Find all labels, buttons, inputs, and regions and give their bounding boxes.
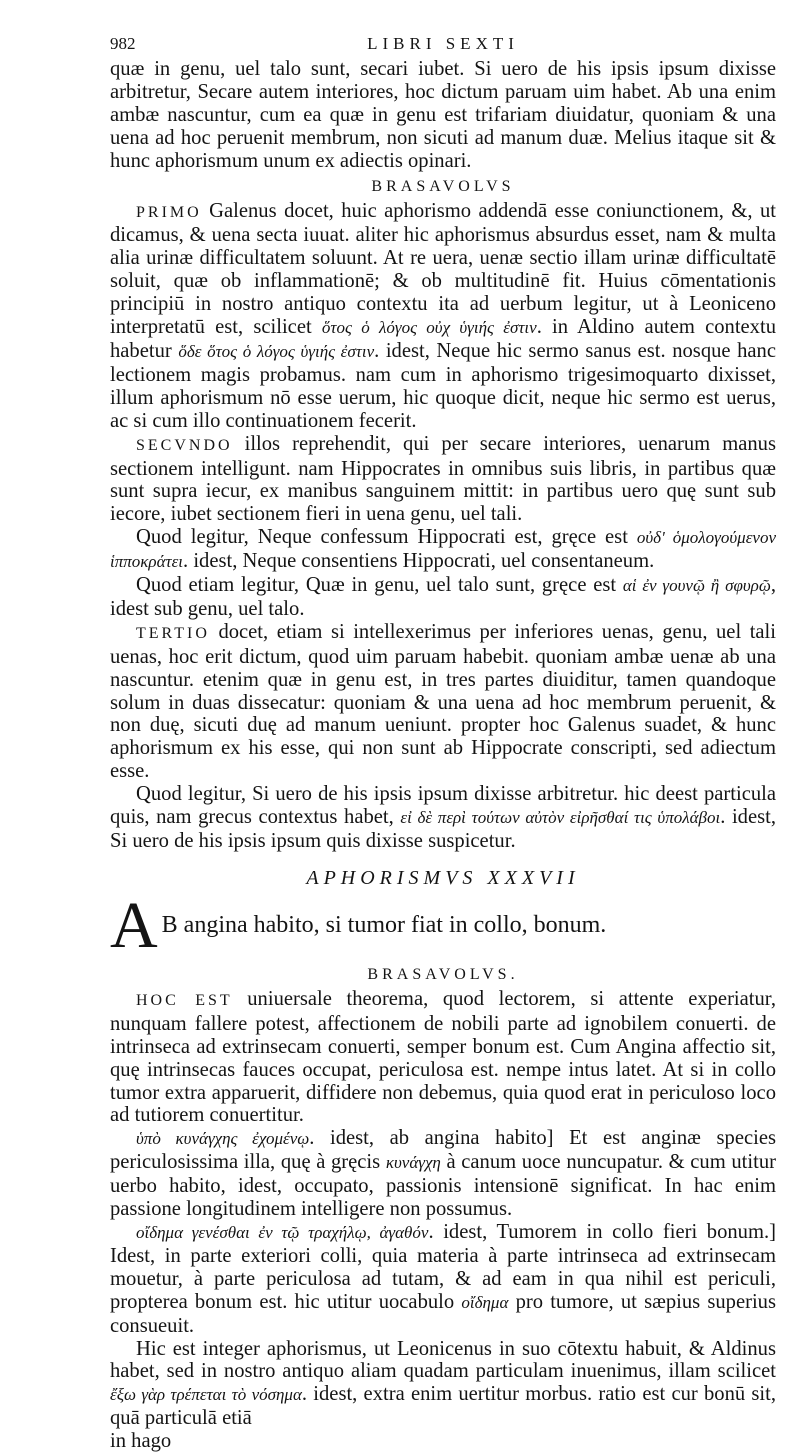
paragraph-text: Hic est integer aphorismus, ut Leonicenus in suo cōtextu habuit, & Aldinus habet, sed in nostro antiquo aliam quadam particulam inuenimus, illam scilicet	[110, 1337, 776, 1383]
aphorism-lemma	[110, 888, 776, 962]
paragraph-text: pro tumore, ut sæpius superius consueuit.	[110, 1290, 776, 1337]
greek-quote: κυνάγχη	[385, 1153, 441, 1173]
paragraph-quod-legitur-2	[110, 574, 776, 621]
greek-quote: ὅδε ὅτος ὁ λόγος ὑγιής ἐστιν	[178, 341, 375, 361]
paragraph-lead: SECVNDO	[136, 436, 233, 454]
paragraph-lead: TERTIO	[136, 624, 210, 642]
section-heading: BRASAVOLVS	[371, 177, 515, 195]
paragraph-text: , idest sub genu, uel talo.	[110, 574, 776, 620]
catchword: in hago	[110, 1430, 172, 1453]
greek-quote: ὅτος ὁ λόγος οὐχ ὑγιής ἐστιν	[321, 318, 537, 338]
paragraph-text: . idest, Si uero de his ipsis ipsum quis dixisse suspicetur.	[110, 806, 776, 852]
paragraph-text: . idest, ab angina habito] Et est anginæ species periculosissima illa, quę à gręcis	[110, 1127, 776, 1174]
drop-cap: A	[110, 888, 158, 962]
paragraph-text: . idest, Neque hic sermo sanus est. nosque hanc lectionem magis probamus. nam cum in aphorismo trigesimoquarto dixisset, illum aphorismum nō esse uerum, hic quoque dicit, neque hic sermo est uerus, ac si cum illo continuationem fecerit.	[110, 339, 776, 432]
paragraph-text: uniuersale theorema, quod lectorem, si attente experiatur, nunquam fallere potest, affectionem de nobili parte ad ignobilem conuerti. de intrinseca ad extrinsecam conuerti, semper bonum est. Cum Angina affectio sit, quę intrinsecas fauces occupat, periculosa est. nempe intus latet. At si in collo tumor extra apparuerit, diffidere non debemus, quia quod erat in periculoso loco ad tutiorem conuertitur.	[110, 987, 776, 1127]
section-heading: BRASAVOLVS.	[367, 965, 519, 983]
paragraph-text: . in Aldino autem contextu habetur	[110, 316, 776, 362]
running-title: LIBRI SEXTI	[367, 34, 519, 53]
greek-quote: εἰ δὲ περὶ τούτων αὐτὸν εἰρῆσθαί τις ὑπολάβοι	[400, 808, 721, 828]
paragraph-cynanche	[110, 1127, 776, 1221]
paragraph-quod-legitur-1	[110, 526, 776, 574]
greek-quote: οἴδημα γενέσθαι ἐν τῷ τραχήλῳ, ἀγαθόν	[136, 1222, 429, 1242]
paragraph-text: Quod etiam legitur, Quæ in genu, uel talo sunt, gręce est	[136, 574, 623, 597]
paragraph-primo	[110, 200, 776, 433]
paragraph-tertio	[110, 621, 776, 783]
page-number: 982	[110, 34, 136, 53]
paragraph-text: à canum uoce nuncupatur. & cum utitur uerbo habito, idest, occupato, passionis intensionē significat. In hac enim passione longitudinem intelligere non possumus.	[110, 1151, 776, 1221]
greek-quote: οὐδ' ὁμολογούμενον ἱπποκράτει	[110, 528, 776, 572]
paragraph-lead: PRIMO	[136, 203, 202, 221]
aphorism-heading: APHORISMVS XXXVII	[306, 866, 580, 889]
paragraph-text: illos reprehendit, qui per secare interiores, uenarum manus sectionem intelligunt. nam Hippocrates in omnibus suis libris, in partibus quæ sunt supra iecur, ex manibus sanguinem mittit: in partibus uero quę sunt sub iecore, iubet sectionem fieri in uena genu, uel tali.	[110, 432, 776, 526]
paragraph-text: . idest, extra enim uertitur morbus. ratio est cur bonū sit, quā particulā etiā	[110, 1383, 777, 1430]
aphorism-text: B angina habito, si tumor fiat in collo, bonum.	[161, 912, 607, 939]
paragraph-secundo	[110, 433, 776, 527]
paragraph-text: docet, etiam si intellexerimus per inferiores uenas, genu, uel tali uenas, hoc erit dictum, quod uim paruam habebit. quoniam ambæ uenæ ab una nascuntur. etenim quæ in genu est, in tres partes diuiditur, tamen quandoque solum in duas dissecatur: quoniam & una uena ad hoc membrum peruenit, & non duę, sicuti duę ad manum ueniunt. propter hoc Galenus suadet, & hunc aphorismum ex his esse, qui non sunt ab Hippocrate conscripti, sed adiectum esse.	[110, 620, 776, 783]
commentary-paragraph: quæ in genu, uel talo sunt, secari iubet. Si uero de his ipsis ipsum dixisse arbitretur, Secare autem interiores, hoc dictum paruam uim habet. Ab una enim ambæ nascuntur, cum ea quæ in genu est trifariam diuidatur, quoniam & una uena ad hoc peruenit membrum, non sicuti ad manum duæ. Melius itaque sit & hunc aphorismum unum ex adiectis opinari.	[110, 58, 776, 172]
paragraph-text: Quod legitur, Neque confessum Hippocrati est, gręce est	[136, 526, 637, 549]
greek-quote: ἔξω γὰρ τρέπεται τὸ νόσημα	[110, 1385, 302, 1405]
greek-quote: οἴδημα	[461, 1292, 509, 1312]
greek-quote: αἱ ἐν γουνῷ ἢ σφυρῷ	[622, 576, 771, 596]
paragraph-quod-legitur-3	[110, 783, 776, 853]
running-head	[110, 34, 776, 58]
paragraph-oidema	[110, 1221, 776, 1338]
paragraph-text: Galenus docet, huic aphorismo addendā esse coniunctionem, &, ut dicamus, & uena secta iuuat. aliter hic aphorismus absurdus esset, nam & multa alia urinæ difficultatem soluunt. At re uera, uenæ sectio illam urinæ difficultatē soluit, quæ ob inflammationē; & ob multitudinē fit. Huius cōmentationis principiū in nostro antiquo contextu ita ad uerbum legitur, ut à Leoniceno interpretatū est, scilicet	[110, 199, 776, 339]
paragraph-text: Quod legitur, Si uero de his ipsis ipsum dixisse arbitretur. hic deest particula quis, nam grecus contextus habet,	[110, 783, 776, 829]
greek-quote: ὑπὸ κυνάγχης ἐχομένῳ	[136, 1129, 310, 1149]
paragraph-hoc-est	[110, 988, 776, 1127]
paragraph-text: . idest, Tumorem in collo fieri bonum.] Idest, in parte exteriori colli, quia materia à parte intrinseca ad extrinsecam mouetur, à parte periculosa ad tutam, & ad eam in qua nihil est periculi, propterea bonum est. hic utitur uocabulo	[110, 1220, 776, 1313]
paragraph-text: . idest, Neque consentiens Hippocrati, uel consentaneum.	[183, 550, 655, 573]
paragraph-lead: HOC EST	[136, 991, 233, 1009]
paragraph-hic-est	[110, 1338, 776, 1431]
